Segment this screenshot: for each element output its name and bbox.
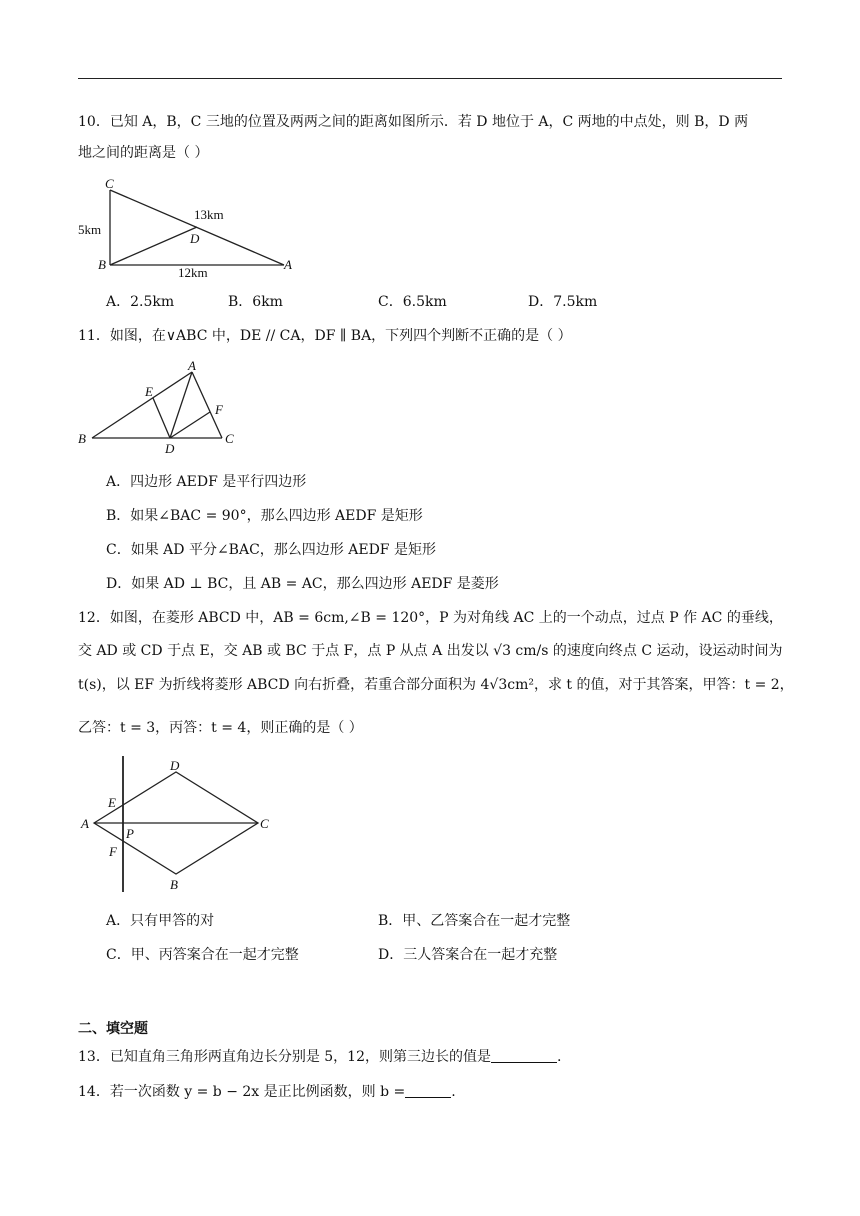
q11-option-a[interactable]: A．四边形 AEDF 是平行四边形 (106, 474, 307, 490)
section-title-fill-in: 二、填空题 (78, 1021, 148, 1037)
q14-stem (78, 1082, 456, 1102)
q12-option-c[interactable]: C．甲、丙答案合在一起才完整 (106, 947, 299, 963)
q11-label-c: C (225, 431, 234, 446)
q12-option-a[interactable]: A．只有甲答的对 (106, 913, 215, 929)
q14-end: . (451, 1084, 456, 1100)
q11-segment-ab (92, 372, 192, 438)
q10-option-d[interactable]: D．7.5km (528, 294, 598, 310)
q13-text: 13．已知直角三角形两直角边长分别是 5，12，则第三边长的值是 (78, 1049, 491, 1065)
q11-option-d[interactable]: D．如果 AD ⊥ BC，且 AB = AC，那么四边形 AEDF 是菱形 (106, 576, 499, 592)
q12-label-d: D (170, 758, 180, 773)
q10-label-left-length: 5km (78, 222, 102, 237)
q12-label-c: C (260, 816, 269, 831)
q13-end: . (557, 1049, 562, 1065)
q11-segment-df (170, 412, 210, 438)
q12-option-d[interactable]: D．三人答案合在一起才充整 (378, 947, 558, 963)
q11-segment-ad (170, 372, 192, 438)
q10-label-b: B (98, 257, 106, 272)
q12-stem-line3: t(s)，以 EF 为折线将菱形 ABCD 向右折叠，若重合部分面积为 4√3cm²，求 t 的值，对于其答案，甲答：t = 2， (78, 677, 794, 693)
q12-label-b: B (170, 877, 178, 892)
header-rule (78, 78, 782, 79)
q11-option-b[interactable]: B．如果∠BAC = 90°，那么四边形 AEDF 是矩形 (106, 508, 423, 524)
q10-label-hyp-length: 13km (194, 207, 224, 222)
q10-stem-line1: 10．已知 A，B，C 三地的位置及两两之间的距离如图所示．若 D 地位于 A，C 两地的中点处，则 B，D 两 (78, 114, 749, 130)
q10-label-base-length: 12km (178, 265, 208, 280)
q12-figure (80, 752, 280, 897)
q12-label-e: E (108, 795, 116, 810)
q11-segment-de (153, 398, 170, 438)
q11-label-f: F (215, 402, 223, 417)
q14-answer-blank[interactable] (405, 1083, 451, 1098)
q12-label-f: F (109, 844, 117, 859)
q12-option-b[interactable]: B．甲、乙答案合在一起才完整 (378, 913, 571, 929)
q10-figure (78, 172, 308, 282)
q11-option-c[interactable]: C．如果 AD 平分∠BAC，那么四边形 AEDF 是矩形 (106, 542, 436, 558)
q12-label-p: P (126, 826, 134, 841)
q10-stem-line2: 地之间的距离是（ ） (78, 145, 209, 161)
q10-option-a[interactable]: A．2.5km (106, 294, 175, 310)
q12-label-a: A (81, 816, 89, 831)
q13-answer-blank[interactable] (491, 1048, 557, 1063)
q12-stem-line1: 12．如图，在菱形 ABCD 中，AB = 6cm,∠B = 120°，P 为对角线 AC 上的一个动点，过点 P 作 AC 的垂线， (78, 610, 783, 626)
q12-stem-line2: 交 AD 或 CD 于点 E，交 AB 或 BC 于点 F，点 P 从点 A 出发以 √3 cm/s 的速度向终点 C 运动，设运动时间为 (78, 643, 783, 659)
q10-option-b[interactable]: B．6km (228, 294, 283, 310)
q10-option-c[interactable]: C．6.5km (378, 294, 447, 310)
q13-stem (78, 1047, 561, 1067)
q10-label-d: D (190, 231, 200, 246)
q14-text: 14．若一次函数 y = b − 2x 是正比例函数，则 b = (78, 1084, 406, 1100)
q10-segment-bd (110, 227, 197, 265)
q11-stem: 11．如图，在∨ABC 中，DE // CA，DF ∥ BA，下列四个判断不正确的是（ ） (78, 328, 572, 344)
q11-figure (78, 358, 248, 458)
q11-label-b: B (78, 431, 86, 446)
q11-label-d: D (165, 441, 175, 456)
q11-label-a: A (188, 358, 196, 373)
q10-label-c: C (105, 176, 114, 191)
q10-label-a: A (284, 257, 292, 272)
q12-stem-line4: 乙答：t = 3，丙答：t = 4，则正确的是（ ） (78, 720, 363, 736)
q11-label-e: E (145, 384, 153, 399)
